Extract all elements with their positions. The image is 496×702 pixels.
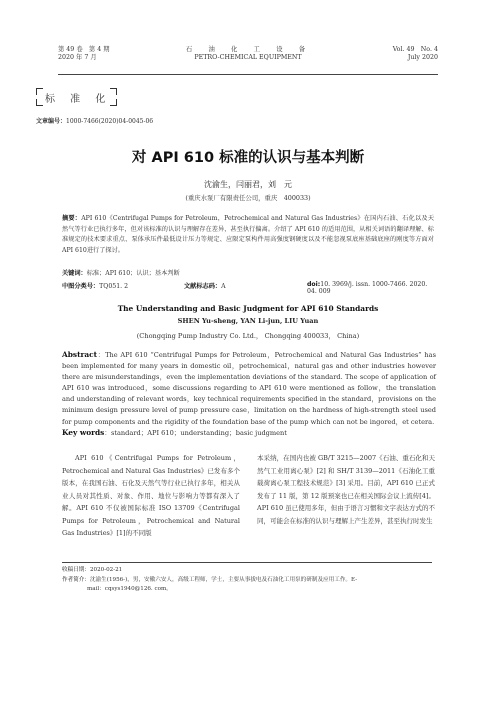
frame-corner xyxy=(110,99,117,106)
journal-name-cn: 石 油 化 工 设 备 xyxy=(185,46,311,53)
frame-corner xyxy=(110,88,117,95)
abstract-en xyxy=(62,349,436,428)
footnote xyxy=(62,562,432,595)
doc-code-value: A xyxy=(221,283,226,290)
doi-label: doi: xyxy=(307,281,321,288)
author-bio xyxy=(62,576,432,586)
abstract-text: API 610《Centrifugal Pumps for Petroleum，Petrochemical and Natural Gas Industries》在国内石油、石化以及天然气等行业已执行多年，但对该标准的认识与理解存在差异，甚至执行偏离。介绍了 API 610 的适用范围，从相关词语的翻译理解、标准规定的技术要求重点、泵体承压件最低设计压力等规定、应限定泵构件用高强度钢硬度以及不能忽视泵底座基础底座的刚度等方面对 API 610进行了探讨。 xyxy=(62,215,435,254)
section-tag-label: 标 准 化 xyxy=(45,93,112,105)
author-bio-label: 作者简介： xyxy=(62,576,90,583)
abstract-label: 摘要： xyxy=(62,215,82,222)
section-tag xyxy=(36,88,117,106)
keywords-en-text: ：standard；API 610；understanding；basic judgment xyxy=(104,429,287,437)
issue-date-en: July 2020 xyxy=(407,54,438,61)
affiliation: (重庆水泵厂有限责任公司，重庆 400033) xyxy=(185,194,311,202)
header-center xyxy=(58,46,438,62)
clc-value: TQ051. 2 xyxy=(99,283,129,290)
paper-title-en: The Understanding and Basic Judgment for API 610 Standards xyxy=(117,304,379,313)
received-value: 2020-02-21 xyxy=(89,567,123,573)
paper-title: 对 API 610 标准的认识与基本判断 xyxy=(131,150,365,166)
clc-label: 中图分类号： xyxy=(62,283,100,290)
affiliation-en: (Chongqing Pump Industry Co. Ltd.， Chongqing 400033， China) xyxy=(136,332,360,340)
header-right xyxy=(393,46,438,62)
received-date xyxy=(62,566,432,576)
keywords-cn xyxy=(62,268,434,277)
body-column-left: API 610《Centrifugal Pumps for Petroleum，Petrochemical and Natural Gas Industries》已发布多个版本，在我国石油、石化及天然气等行业已执行多年，相关从业人员对其性质、对象、作用、地位与影响力等都有深入了解。API 610 不仅被国际标准 ISO 13709《Centrifugal Pumps for Petroleum，Petrochemical and Natural Gas Industries》[1]的不同版 xyxy=(62,454,240,537)
frame-corner xyxy=(36,99,43,106)
keywords-label: 关键词： xyxy=(62,270,87,277)
article-number-label: 文章编号： xyxy=(36,118,67,125)
keywords-en-label: Key words xyxy=(62,428,105,437)
journal-name-en: PETRO-CHEMICAL EQUIPMENT xyxy=(194,54,302,61)
keywords-en xyxy=(62,427,434,437)
running-header xyxy=(58,46,438,75)
issue-date: 2020 年 7 月 xyxy=(58,54,97,61)
received-label: 收稿日期： xyxy=(62,567,90,573)
doi-link[interactable]: 10. 3969/j. issn. 1000-7466. 2020. 04. 009 xyxy=(307,281,428,295)
authors-en: SHEN Yu-sheng, YAN Li-jun, LIU Yuan xyxy=(177,317,319,325)
article-number xyxy=(36,116,153,125)
abstract-en-text: ：The API 610 “Centrifugal Pumps for Petroleum，Petrochemical and Natural Gas Industries” has been implemented for many years in domestic oil，petrochemical，natural gas and other industries however there are misunderstandings，even the implementation deviations of the standard. The scope of application of API 610 was introduced，some discussions regarding to API 610 were mentioned as follow，the translation and understanding of relevant words，key technical requirements specified in the standard，provisions on the minimum design pressure level of pump pressure case，limitation on the hardness of high-strength steel used for pump components and the rigidity of the foundation base of the pump which can not be ingored，et cetera. xyxy=(62,351,436,426)
author-bio-text: 沈渝生(1956-)，男，安徽六安人，高级工程师，学士，主要从事拔电及石油化工用泵的研制及应用工作。E- xyxy=(89,576,358,583)
article-number-value: 1000-7466(2020)04-0045-06 xyxy=(66,118,154,125)
frame-corner xyxy=(36,88,43,95)
volume-issue-en: Vol. 49 No. 4 xyxy=(392,46,438,53)
keywords-text: 标准；API 610；认识；基本判断 xyxy=(86,270,180,277)
body-column-right: 本采纳，在国内也被 GB/T 3215—2007《石油、重石化和天然气工业用离心泵》[2] 和 SH/T 3139—2011《石油化工重载荷离心泵工程技术规范》[3] 采用。目前，API 610 已正式发布了 11 版，第 12 版预案也已在相关国际会议上流传[4]。API 610 虽已使用多年，但由于语言习惯和文字表达方式的不同，可能会在标准的认识与理解上产生差异，甚至执行时发生 xyxy=(257,454,435,525)
abstract-en-label: Abstract xyxy=(62,350,98,359)
authors: 沈渝生，闫丽君，刘 元 xyxy=(204,180,292,189)
doc-code-label: 文献标志码： xyxy=(184,283,222,290)
volume-issue: 第 49 卷 第 4 期 xyxy=(58,46,110,53)
author-email[interactable]: mail：cqsys1940@126. com。 xyxy=(87,586,172,593)
abstract-cn xyxy=(62,214,434,256)
